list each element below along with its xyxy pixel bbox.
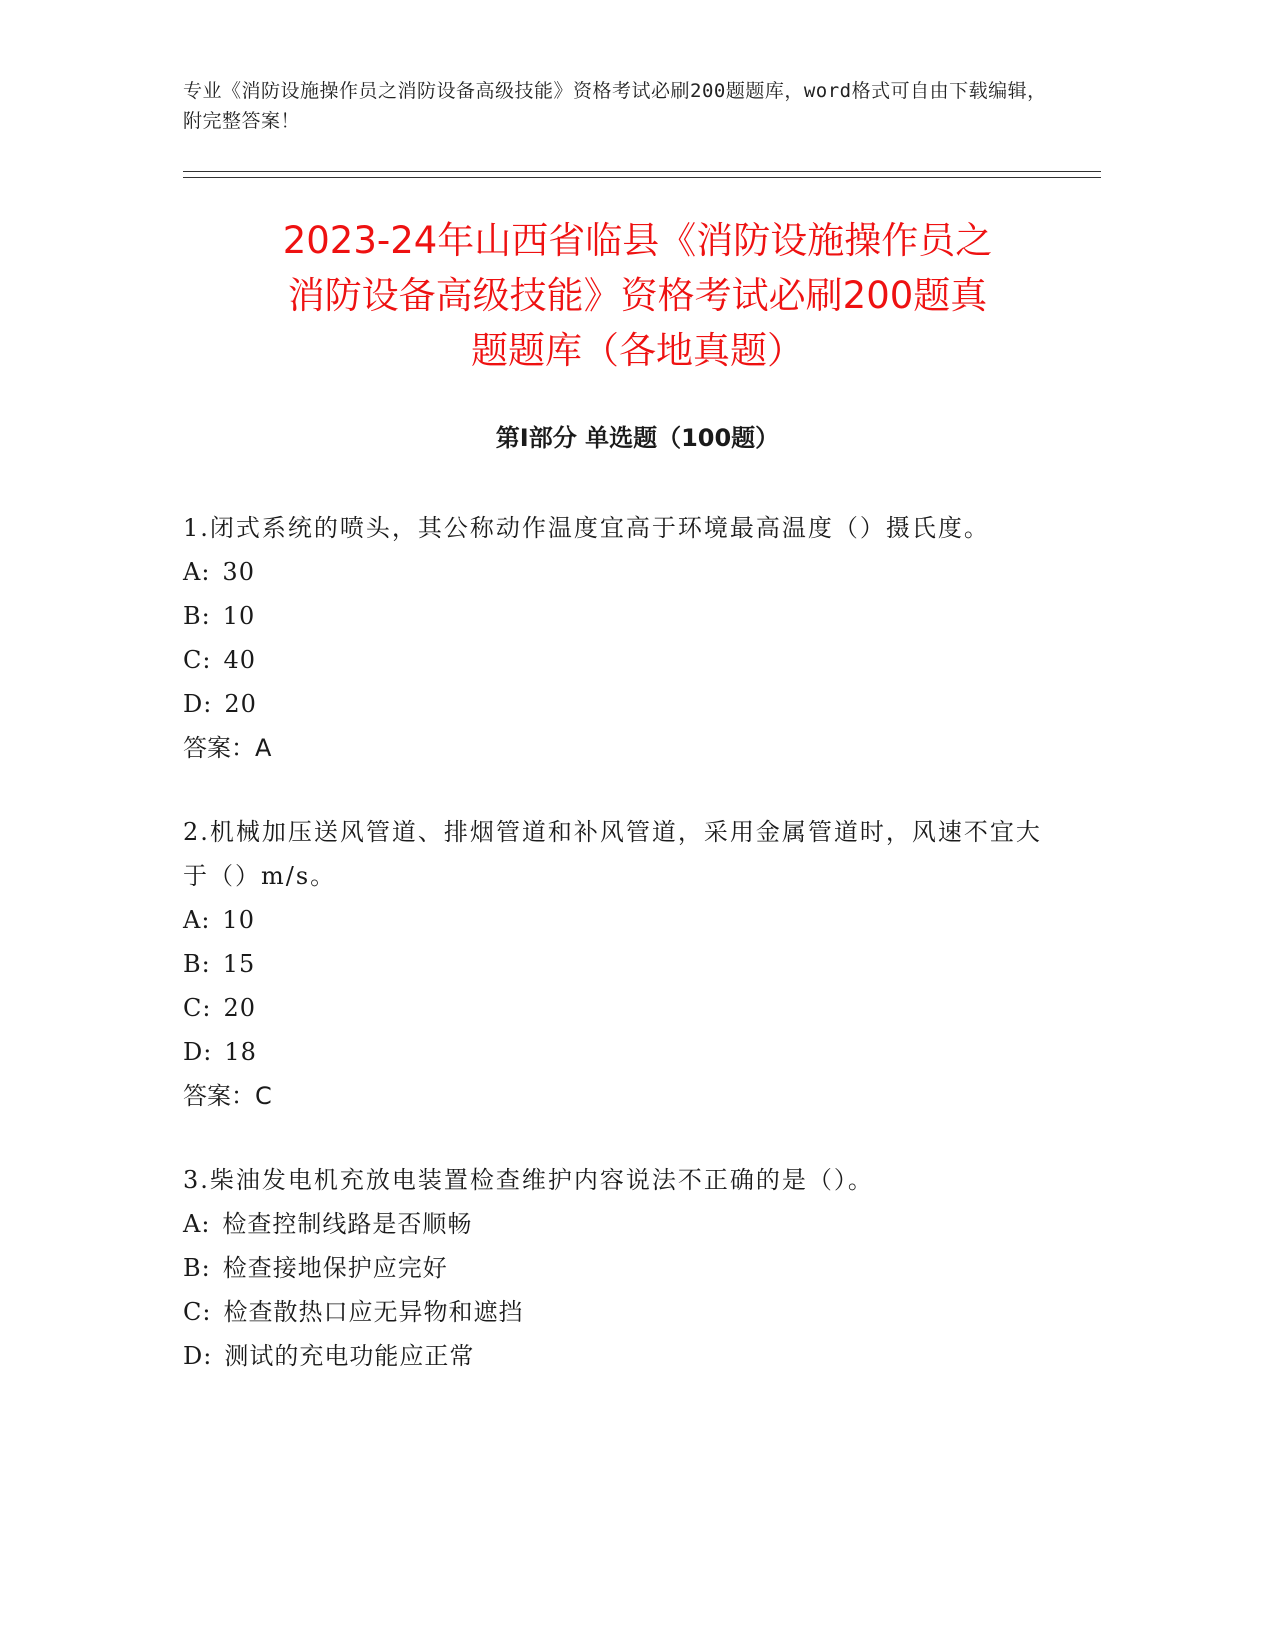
option-label: D: [183, 690, 213, 718]
option-text: 30 [222, 558, 255, 586]
answer-line: 答案：C [183, 1082, 272, 1110]
option-label: B: [183, 950, 211, 978]
option-label: D: [183, 1342, 213, 1370]
option-label: B: [183, 1254, 211, 1282]
header-rule-top [183, 171, 1101, 172]
option-a [183, 898, 1063, 942]
option-text: 10 [222, 602, 256, 630]
option-text: 检查接地保护应完好 [222, 1254, 448, 1282]
question-3 [183, 1158, 1063, 1378]
option-text: 18 [224, 1038, 257, 1066]
option-text: 15 [222, 950, 256, 978]
option-a [183, 1202, 1063, 1246]
title-line-3: 题题库（各地真题） [471, 329, 804, 372]
option-c [183, 986, 1063, 1030]
option-d [183, 1030, 1063, 1074]
header-note: 专业《消防设施操作员之消防设备高级技能》资格考试必刷200题题库，word格式可自由下载编辑，附完整答案！ [183, 80, 1047, 132]
answer-line: 答案：A [183, 734, 272, 762]
document-title [150, 213, 1125, 378]
title-line-2: 消防设备高级技能》资格考试必刷200题真 [287, 274, 988, 317]
option-label: A: [183, 1210, 211, 1238]
option-text: 10 [222, 906, 255, 934]
section-heading: 第I部分 单选题（100题） [495, 424, 780, 452]
title-line-1: 2023-24年山西省临县《消防设施操作员之 [282, 219, 993, 262]
option-d [183, 1334, 1063, 1378]
option-text: 检查控制线路是否顺畅 [222, 1210, 473, 1238]
option-c [183, 638, 1063, 682]
option-label: C: [183, 1298, 212, 1326]
option-d [183, 682, 1063, 726]
option-label: A: [183, 906, 211, 934]
option-text: 测试的充电功能应正常 [224, 1342, 475, 1370]
option-label: D: [183, 1038, 213, 1066]
option-label: B: [183, 602, 211, 630]
option-label: A: [183, 558, 211, 586]
option-text: 40 [223, 646, 256, 674]
question-2 [183, 810, 1063, 1118]
question-list [183, 506, 1063, 1418]
option-text: 20 [223, 994, 256, 1022]
option-label: C: [183, 646, 212, 674]
question-stem: 3.柴油发电机充放电装置检查维护内容说法不正确的是（）。 [183, 1166, 874, 1194]
option-label: C: [183, 994, 212, 1022]
option-b [183, 594, 1063, 638]
option-b [183, 942, 1063, 986]
option-text: 检查散热口应无异物和遮挡 [223, 1298, 524, 1326]
option-a [183, 550, 1063, 594]
option-b [183, 1246, 1063, 1290]
question-stem: 2.机械加压送风管道、排烟管道和补风管道，采用金属管道时，风速不宜大于（）m/s。 [183, 818, 1042, 890]
header-rule-bottom [183, 177, 1101, 178]
question-1 [183, 506, 1063, 770]
option-c [183, 1290, 1063, 1334]
question-stem: 1.闭式系统的喷头，其公称动作温度宜高于环境最高温度（）摄氏度。 [183, 514, 990, 542]
option-text: 20 [224, 690, 257, 718]
